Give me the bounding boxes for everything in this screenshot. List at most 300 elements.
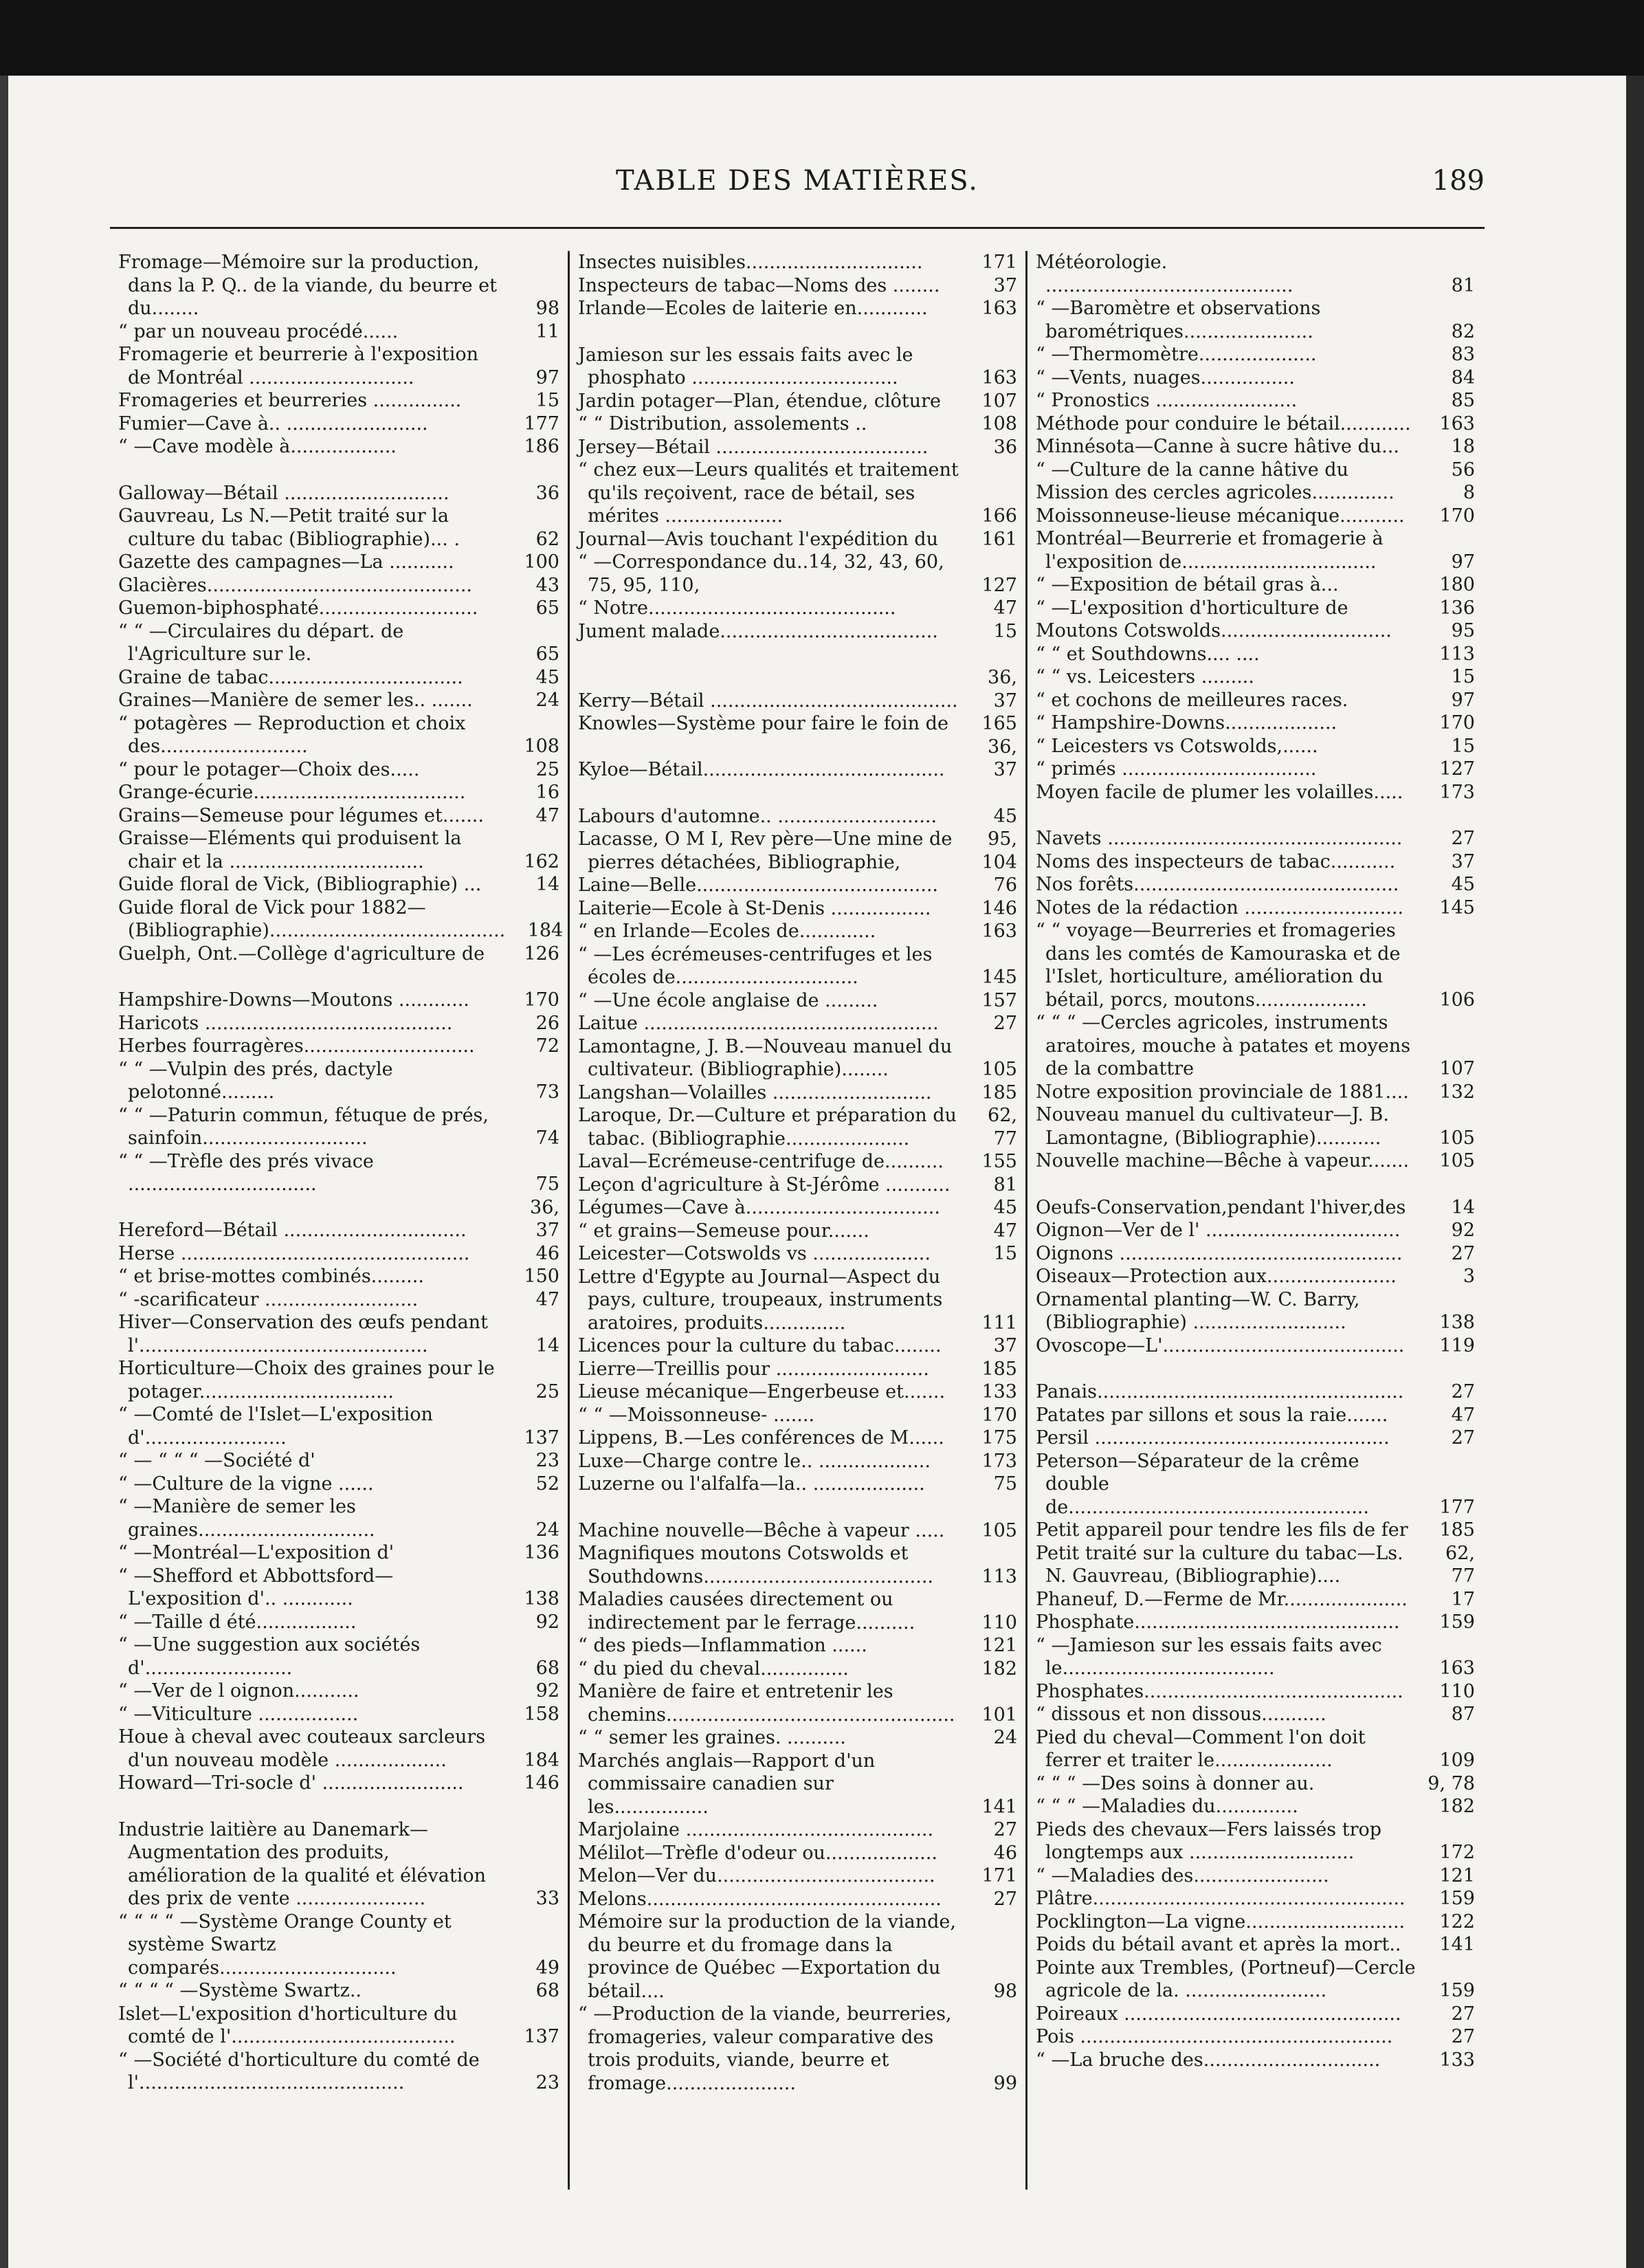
section-gap [1036,804,1475,827]
index-entry-text: “ dissous et non dissous........... [1036,1704,1326,1725]
index-entry-page: 83 [1451,344,1475,365]
index-entry [578,805,1017,828]
index-entry-page: 76 [993,874,1017,896]
index-entry [118,1242,559,1266]
index-entry-page: 47 [1451,1404,1475,1426]
index-entry-text: “ en Irlande—Ecoles de............. [578,921,876,942]
scan-left-edge [0,76,8,2268]
index-entry-text: Manière de faire et entretenir les chemins................................................. [578,1681,955,1726]
index-entry [578,1519,1017,1543]
index-entry-page: 15 [535,390,559,411]
index-entry-text: Moutons Cotswolds............................. [1036,620,1392,641]
index-entry [578,1842,1017,1865]
index-entry-page: 24 [535,1519,559,1541]
index-entry-page: 121 [981,1635,1017,1656]
index-entry-text: “ —L'exposition d'horticulture de [1036,597,1348,619]
index-entry-page: 68 [535,1980,559,2001]
index-entry-page: 92 [535,1611,559,1633]
index-entry [578,1726,1017,1750]
index-entry [1036,1242,1475,1266]
index-entry [1036,1795,1475,1818]
index-entry [1036,1703,1475,1726]
index-entry [578,1174,1017,1197]
index-entry-text: Panais.................................................... [1036,1381,1404,1402]
index-entry [1036,1149,1475,1173]
index-entry-text: Journal—Avis touchant l'expédition du [578,528,938,550]
index-entry [578,1634,1017,1658]
index-entry-page: 141 [981,1796,1017,1818]
index-entry-text: “ “ Distribution, assolements .. [578,413,867,434]
index-entry-text: Jersey—Bétail .................................... [578,436,929,458]
index-entry [1036,412,1475,436]
index-entry [118,1633,559,1680]
index-entry [578,828,1017,874]
index-entry-text: Oeufs-Conservation,pendant l'hiver,des [1036,1196,1406,1218]
index-entry-page: 137 [524,2026,559,2047]
index-entry-text: “ “ “ —Des soins à donner au. [1036,1772,1315,1794]
index-entry [118,896,564,943]
index-entry-text: Irlande—Ecoles de laiterie en............ [578,298,928,319]
index-entry-text: Luxe—Charge contre le.. ................... [578,1450,931,1472]
index-entry-page: 97 [535,366,559,388]
index-entry [1036,1933,1475,1957]
index-entry [578,1588,1017,1634]
index-entry-page: 113 [1439,643,1475,665]
index-entry-text: “ —Manière de semer les graines.............................. [118,1496,375,1541]
index-entry-page: 107 [981,390,1017,412]
index-entry-text: Pointe aux Trembles, (Portneuf)—Cercle agricole de la. ........................ [1036,1957,1416,2001]
index-entry [118,620,559,666]
index-entry-page: 111 [981,1312,1017,1334]
index-entry-page: 110 [981,1611,1017,1633]
index-entry-text: “ —Viticulture ................. [118,1703,359,1725]
index-entry-text: Poireaux ............................................... [1036,2003,1401,2025]
index-entry-text: Nouvelle machine—Bêche à vapeur....... [1036,1150,1410,1171]
index-entry [1036,297,1475,343]
index-entry [578,1450,1017,1473]
index-entry [1036,1380,1475,1404]
index-entry-text: “ -scarificateur .......................... [118,1288,419,1310]
index-entry-page: 92 [535,1680,559,1702]
index-entry-page: 170 [1439,505,1475,527]
index-entry [578,2003,1017,2095]
index-entry-page: 46 [993,1842,1017,1864]
index-entry-page: 47 [535,804,559,826]
index-entry-page: 23 [535,1450,559,1471]
index-entry [578,1911,1017,2003]
index-entry-page: 72 [535,1035,559,1057]
index-entry [1036,873,1475,896]
index-entry-page: 74 [535,1127,559,1149]
index-entry-text: “ “ —Circulaires du départ. de l'Agriculture sur le. [118,620,404,665]
index-entry-text: Phosphates............................................ [1036,1680,1403,1702]
index-entry-text: “ potagères — Reproduction et choix des......................... [118,712,466,757]
index-entry-text: “ “ —Moissonneuse- ....... [578,1404,815,1426]
index-entry-page: 73 [535,1081,559,1103]
index-entry [1036,1887,1475,1911]
index-entry [578,1864,1017,1888]
index-entry-page: 182 [1439,1796,1475,1817]
index-entry-page: 186 [524,436,559,457]
section-gap [118,459,559,482]
index-entry-text: Leicester—Cotswolds vs .................... [578,1243,931,1264]
index-entry [118,827,559,873]
index-entry [1036,459,1475,482]
index-entry-page: 27 [1451,1242,1475,1264]
index-entry [578,1888,1017,1911]
index-entry-text: Patates par sillons et sous la raie....... [1036,1404,1388,1426]
index-entry-page: 17 [1451,1588,1475,1610]
index-entry [118,873,559,896]
index-entry-page: 126 [524,943,559,965]
index-entry-text: Knowles—Système pour faire le foin de [578,713,948,734]
index-entry [118,505,559,551]
index-entry-text: Ovoscope—L'......................................... [1036,1334,1405,1356]
index-entry-page: 36, 37 [988,667,1017,712]
index-entry-text: Leçon d'agriculture à St-Jérôme ........... [578,1174,951,1196]
index-entry-page: 108 [524,736,559,757]
index-entry [578,1035,1017,1081]
index-entry-page: 81 [993,1174,1017,1196]
index-entry-text: Pois ..................................................... [1036,2026,1393,2047]
index-entry-text: Mission des cercles agricoles.............. [1036,482,1395,503]
index-entry-text: Magnifiques moutons Cotswolds et Southdowns....................................... [578,1543,933,1587]
index-entry-page: 137 [524,1427,559,1449]
index-entry-text: Laitue .................................................. [578,1013,939,1034]
index-entry [578,344,1017,390]
index-entry-page: 99 [993,2072,1017,2094]
index-entry [1036,689,1475,712]
index-entry-text: Melon—Ver du..................................... [578,1865,935,1886]
index-entry-page: 14 [535,874,559,895]
index-entry [1036,343,1475,366]
index-entry-text: Maladies causées directement ou indirectement par le ferrage.......... [578,1589,915,1633]
index-entry-text: Persil .................................................. [1036,1427,1390,1449]
index-entry-page: 107 [1439,1058,1475,1079]
index-entry-text: Phaneuf, D.—Ferme de Mr..................... [1036,1588,1408,1610]
index-entry-page: 97 [1451,689,1475,711]
index-entry [1036,1911,1475,1934]
index-entry-page: 184 [527,920,564,941]
index-column-1 [110,251,568,2190]
index-entry [118,1703,559,1726]
index-entry-text: “ —Vents, nuages................ [1036,366,1295,388]
index-entry [578,620,1017,643]
index-entry [1036,896,1475,920]
index-entry-text: Galloway—Bétail ............................ [118,482,449,504]
index-entry-text: Oignons ................................................ [1036,1242,1403,1264]
index-entry [1036,1680,1475,1704]
index-entry-page: 177 [524,412,559,434]
index-entry [1036,1011,1475,1081]
index-entry [1036,389,1475,412]
index-entry-text: “ pour le potager—Choix des..... [118,758,420,780]
index-entry-page: 81 [1451,274,1475,296]
index-entry-page: 15 [993,620,1017,642]
index-entry [118,1449,559,1473]
index-entry-page: 159 [1439,1611,1475,1633]
index-entry-page: 127 [981,574,1017,596]
index-entry [118,1565,559,1611]
index-entry-page: 185 [1439,1519,1475,1541]
index-entry-text: Lippens, B.—Les conférences de M...... [578,1427,944,1449]
index-entry-page: 163 [981,298,1017,319]
index-entry [578,736,1017,782]
index-entry [118,1911,559,1980]
index-entry-text: Gauvreau, Ls N.—Petit traité sur la culture du tabac (Bibliographie)... . [118,505,460,550]
index-entry-text: Lierre—Treillis pour .......................... [578,1358,929,1380]
index-entry-text: Lacasse, O M I, Rev père—Une mine de pierres détachées, Bibliographie, [578,828,953,873]
index-entry-text: Mélilot—Trèfle d'odeur ou................... [578,1842,937,1864]
index-entry [578,1542,1017,1588]
index-entry-page: 97 [1451,551,1475,573]
index-entry [1036,435,1475,459]
index-entry-text: Hampshire-Downs—Moutons ............ [118,989,469,1011]
index-entry [118,804,559,828]
index-entry-text: “ “ “ “ —Système Orange County et système Swartz comparés.............................. [118,1911,452,1979]
index-entry-text: “ “ —Paturin commun, fétuque de prés, sainfoin............................ [118,1104,489,1149]
index-entry-page: 146 [524,1772,559,1794]
page-number: 189 [1432,165,1485,197]
index-entry-page: 110 [1439,1680,1475,1702]
index-entry-text: Grange-écurie.................................... [118,782,466,803]
index-entry-page: 138 [524,1588,559,1609]
index-entry-page: 136 [1439,597,1475,619]
index-entry [578,943,1017,989]
index-columns [110,251,1485,2190]
index-entry-text: Nos forêts............................................. [1036,874,1399,895]
index-entry [118,689,559,712]
index-entry-text: Inspecteurs de tabac—Noms des ........ [578,274,940,296]
index-entry-page: 36, 37 [988,736,1017,780]
index-entry-page: 171 [981,252,1017,273]
index-entry [578,1220,1017,1243]
index-entry-text: Lieuse mécanique—Engerbeuse et....... [578,1381,946,1402]
index-entry-text: Navets .................................................. [1036,828,1403,849]
index-entry-text: Labours d'automne.. ........................... [578,805,937,827]
index-entry-text: Jamieson sur les essais faits avec le phosphato ................................... [578,344,913,388]
index-entry-page: 45 [993,1197,1017,1218]
index-column-2 [568,251,1025,2190]
index-entry-text: Insectes nuisibles.............................. [578,252,923,273]
index-entry-page: 159 [1439,1888,1475,1909]
index-entry-page: 165 [981,713,1017,734]
index-entry-text: “ “ “ —Maladies du.............. [1036,1796,1298,1817]
index-entry [118,1473,559,1496]
index-entry-text: “ Leicesters vs Cotswolds,...... [1036,735,1318,757]
index-entry-page: 170 [1439,712,1475,734]
index-entry-page: 162 [524,850,559,872]
index-entry-text: “ —Baromètre et observations barométriques...................... [1036,298,1321,342]
index-entry-page: 98 [535,298,559,319]
index-entry-page: 27 [1451,828,1475,849]
index-entry-text: Langshan—Volailles ........................... [578,1081,932,1103]
index-entry [1036,1542,1475,1588]
index-entry-page: 27 [1451,1381,1475,1402]
index-entry-text: Pied du cheval—Comment l'on doit ferrer et traiter le.................... [1036,1726,1366,1771]
index-entry-page: 37 [1451,850,1475,872]
index-entry-text: Graines—Manière de semer les.. ....... [118,690,473,711]
index-entry [1036,1634,1475,1680]
index-entry [118,1357,559,1403]
index-entry-text: Guide floral de Vick pour 1882—(Bibliographie)........................................ [118,896,506,941]
index-entry-text: Pocklington—La vigne........................... [1036,1911,1406,1933]
index-entry [578,1081,1017,1105]
index-entry [1036,665,1475,689]
index-entry [118,1403,559,1449]
index-entry [118,1680,559,1703]
index-entry-text: “ “ —Vulpin des prés, dactyle pelotonné......... [118,1058,393,1103]
index-entry-page: 25 [535,1380,559,1402]
index-entry-text: “ et brise-mottes combinés......... [118,1266,424,1287]
index-entry-page: 180 [1439,574,1475,595]
index-entry-page: 45 [993,805,1017,827]
index-entry-text: “ —Correspondance du..14, 32, 43, 60, 75, 95, 110, [578,551,944,596]
index-entry-page: 105 [981,1059,1017,1080]
index-entry-page: 56 [1451,459,1475,481]
index-entry-text: Laine—Belle......................................... [578,874,938,896]
index-entry-text: Phosphate............................................. [1036,1611,1400,1633]
index-entry-text: Jardin potager—Plan, étendue, clôture [578,390,941,412]
index-entry-page: 95 [1451,620,1475,641]
index-entry [1036,366,1475,390]
index-entry-text: “ chez eux—Leurs qualités et traitement qu'ils reçoivent, race de bétail, ses mérites .................... [578,459,959,527]
index-entry-text: Fromageries et beurreries ............... [118,390,462,411]
index-entry-page: 68 [535,1657,559,1679]
index-entry-text: Houe à cheval avec couteaux sarcleurs d'un nouveau modèle ................... [118,1726,486,1771]
index-entry-text: Lettre d'Egypte au Journal—Aspect du pays, culture, troupeaux, instruments aratoires, produits.............. [578,1266,943,1334]
index-entry-page: 14 [1451,1196,1475,1218]
index-entry-page: 43 [535,574,559,596]
index-entry-text: “ et cochons de meilleures races. [1036,689,1348,711]
index-entry-page: 27 [993,1819,1017,1840]
index-entry-page: 8 [1463,482,1475,503]
index-entry-text: “ “ voyage—Beurreries et fromageries dans les comtés de Kamouraska et de l'Islet, horticulture, amélioration du bétail, porcs, moutons................... [1036,920,1401,1011]
index-entry [1036,2025,1475,2049]
index-entry-page: 146 [981,897,1017,919]
index-entry-page: 100 [524,551,559,573]
index-entry [118,1035,559,1058]
index-entry-text: Guemon-biphosphaté........................... [118,597,478,619]
index-entry [1036,1726,1475,1772]
index-entry [118,1288,559,1312]
index-entry-page: 27 [993,1888,1017,1910]
index-entry-page: 27 [1451,2026,1475,2047]
index-entry [118,1495,559,1541]
index-entry-page: 133 [1439,2049,1475,2071]
index-entry [118,1150,559,1196]
index-entry-text: “ “ semer les graines. .......... [578,1727,846,1748]
index-entry [1036,1818,1475,1864]
running-title: TABLE DES MATIÈRES. [616,165,979,197]
section-gap [1036,1357,1475,1380]
index-entry-text: Mémoire sur la production de la viande, du beurre et du fromage dans la province de Québec —Exportation du bétail.... [578,1911,956,2002]
index-entry [578,274,1017,298]
index-entry-page: 158 [524,1703,559,1725]
index-entry-text: Machine nouvelle—Bêche à vapeur ..... [578,1519,945,1541]
index-entry-page: 95, 104 [981,828,1017,873]
index-entry-text: Ornamental planting—W. C. Barry, (Bibliographie) .......................... [1036,1288,1360,1333]
index-entry-text: Industrie laitière au Danemark—Augmentation des produits, amélioration de la qualité et élévation des prix de vente ...................... [118,1818,487,1909]
index-entry-text: “ —Ver de l oignon........... [118,1680,359,1702]
index-entry-text: “ —Production de la viande, beurreries, fromageries, valeur comparative des trois produits, viande, beurre et fromage...................... [578,2003,952,2094]
index-entry-page: 145 [981,967,1017,988]
index-entry [118,343,559,389]
index-entry [118,482,559,505]
index-entry-text: Oiseaux—Protection aux...................... [1036,1266,1397,1287]
index-entry-page: 173 [1439,781,1475,803]
index-entry-page: 159 [1439,1980,1475,2001]
index-entry [1036,597,1475,620]
index-entry [578,1012,1017,1035]
index-entry-text: “ —Culture de la vigne ...... [118,1473,374,1495]
index-entry-text: Noms des inspecteurs de tabac........... [1036,850,1396,872]
index-entry-page: 109 [1439,1750,1475,1771]
index-entry [578,897,1017,921]
index-entry-page: 18 [1451,436,1475,457]
index-entry-text: Licences pour la culture du tabac........ [578,1335,942,1356]
index-entry-page: 23 [535,2072,559,2093]
index-entry [118,712,559,758]
index-entry-text: Islet—L'exposition d'horticulture du comté de l'...................................... [118,2003,458,2047]
index-entry-page: 26 [535,1012,559,1034]
index-entry-page: 27 [1451,2003,1475,2025]
index-entry-text: Glacières............................................. [118,574,472,596]
index-entry-text: Guelph, Ont.—Collège d'agriculture de [118,943,485,965]
index-entry [118,551,559,574]
index-entry [578,1334,1017,1358]
index-entry-page: 3 [1463,1266,1475,1287]
index-entry-page: 119 [1439,1334,1475,1356]
index-entry [118,1979,559,2003]
index-entry-page: 163 [981,921,1017,942]
index-entry-text: Herbes fourragères............................. [118,1035,475,1057]
index-entry [118,597,559,620]
index-entry [1036,619,1475,643]
index-entry [1036,1265,1475,1288]
index-entry-text: “ —La bruche des.............................. [1036,2049,1381,2071]
index-entry [578,1196,1017,1220]
index-entry [578,666,1017,712]
section-gap [578,1496,1017,1519]
index-entry-page: 47 [535,1288,559,1310]
index-entry-page: 36 [535,482,559,504]
index-entry-text: “ “ vs. Leicesters ......... [1036,666,1254,687]
index-entry-page: 105 [981,1519,1017,1541]
index-entry-text: “ des pieds—Inflammation ...... [578,1635,867,1656]
index-entry-text: “ —Une suggestion aux sociétés d'......................... [118,1634,421,1679]
index-entry-text: “ Notre.......................................... [578,597,896,619]
index-entry-page: 46 [535,1242,559,1264]
index-entry [578,1242,1017,1266]
index-entry [578,1473,1017,1496]
index-entry [578,920,1017,943]
section-gap [578,782,1017,805]
index-entry-text: Haricots .......................................... [118,1012,453,1034]
index-entry-page: 82 [1451,320,1475,342]
index-entry-page: 175 [981,1427,1017,1449]
index-entry [1036,781,1475,804]
index-entry-page: 170 [981,1404,1017,1426]
index-entry-text: “ —Exposition de bétail gras à... [1036,574,1339,595]
index-entry-page: 121 [1439,1864,1475,1886]
index-entry-page: 157 [981,989,1017,1011]
index-entry-page: 173 [981,1450,1017,1472]
index-entry-text: “ — “ “ “ —Société d' [118,1450,315,1471]
index-entry-text: Moyen facile de plumer les volailles..... [1036,781,1403,803]
index-entry-text: Fromagerie et beurrerie à l'exposition de Montréal ............................ [118,344,479,388]
index-entry [578,1104,1017,1150]
